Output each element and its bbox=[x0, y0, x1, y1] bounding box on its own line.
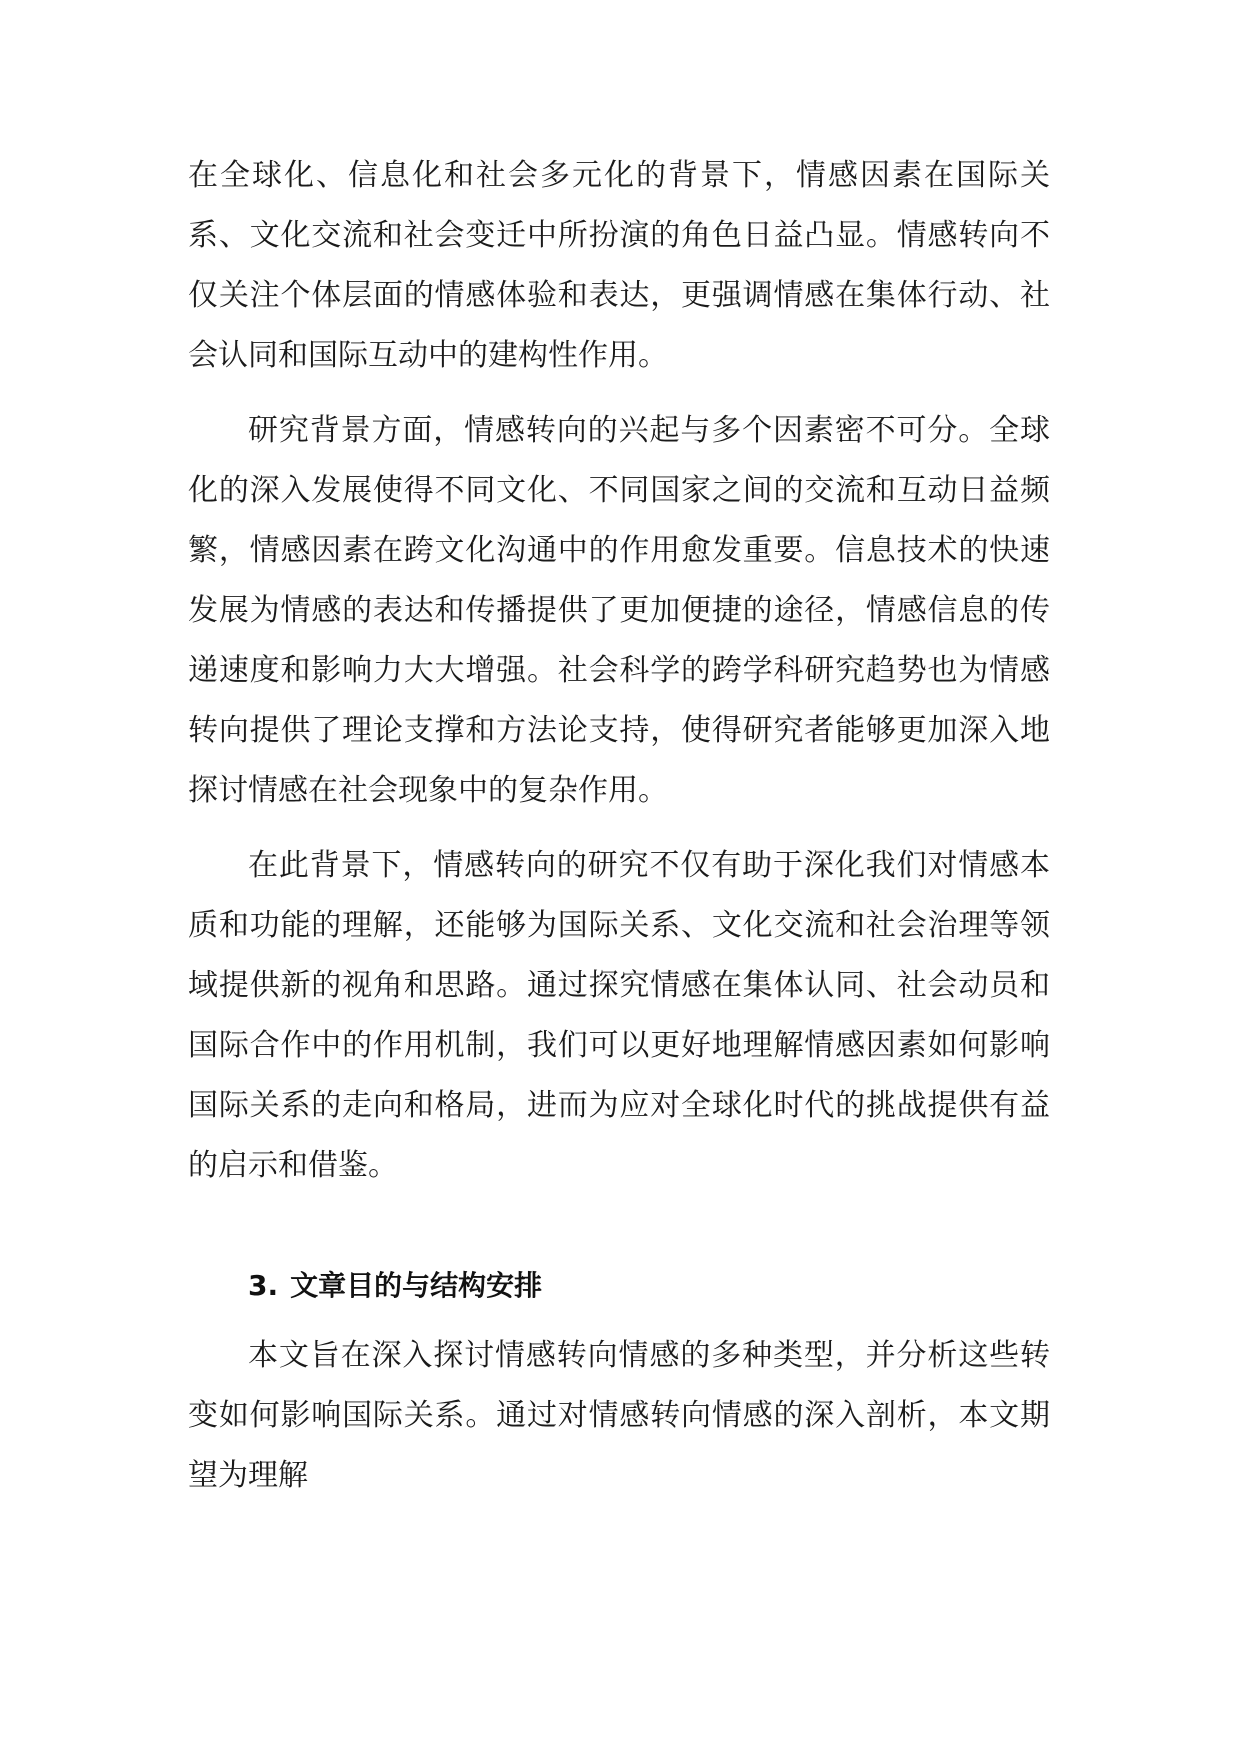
document-body bbox=[188, 146, 1050, 1506]
paragraph-research-background: 研究背景方面，情感转向的兴起与多个因素密不可分。全球化的深入发展使得不同文化、不同国家之间的交流和互动日益频繁，情感因素在跨文化沟通中的作用愈发重要。信息技术的快速发展为情感的表达和传播提供了更加便捷的途径，情感信息的传递速度和影响力大大增强。社会科学的跨学科研究趋势也为情感转向提供了理论支撑和方法论支持，使得研究者能够更加深入地探讨情感在社会现象中的复杂作用。 bbox=[188, 413, 1050, 808]
paragraph-research-significance: 在此背景下，情感转向的研究不仅有助于深化我们对情感本质和功能的理解，还能够为国际关系、文化交流和社会治理等领域提供新的视角和思路。通过探究情感在集体认同、社会动员和国际合作中的作用机制，我们可以更好地理解情感因素如何影响国际关系的走向和格局，进而为应对全球化时代的挑战提供有益的启示和借鉴。 bbox=[188, 848, 1050, 1183]
section-number: 3. bbox=[248, 1269, 279, 1302]
section-title: 文章目的与结构安排 bbox=[290, 1269, 543, 1302]
paragraph-article-purpose: 本文旨在深入探讨情感转向情感的多种类型，并分析这些转变如何影响国际关系。通过对情感转向情感的深入剖析，本文期望为理解 bbox=[188, 1338, 1050, 1493]
section-heading bbox=[188, 1256, 1050, 1316]
paragraph-continuation: 在全球化、信息化和社会多元化的背景下，情感因素在国际关系、文化交流和社会变迁中所扮演的角色日益凸显。情感转向不仅关注个体层面的情感体验和表达，更强调情感在集体行动、社会认同和国际互动中的建构性作用。 bbox=[188, 158, 1050, 373]
